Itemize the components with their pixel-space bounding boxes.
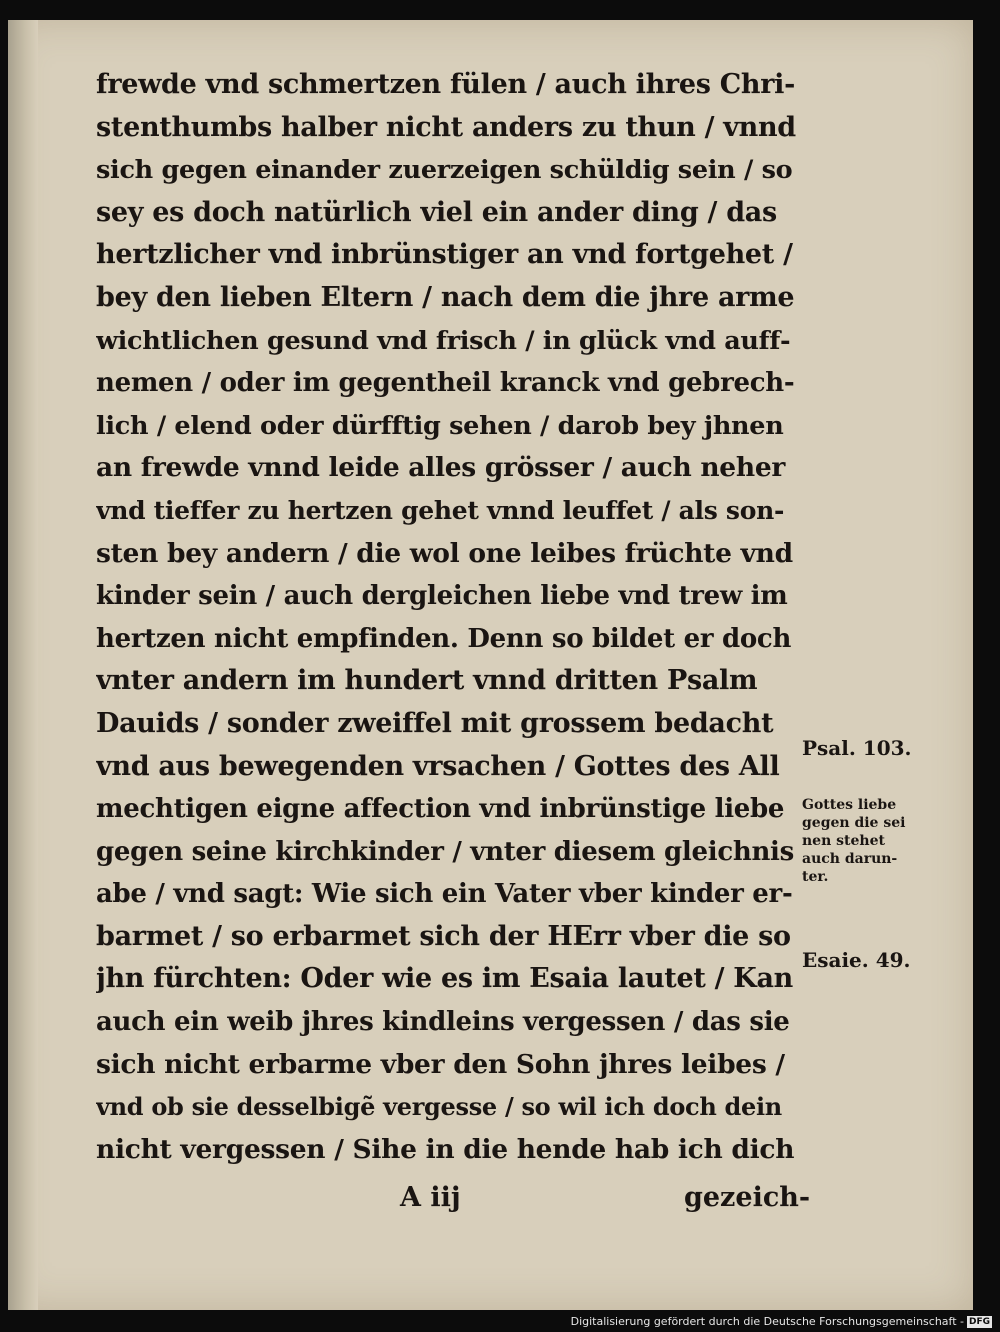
text-line: vnd tieffer zu hertzen gehet vnnd leuffet / als son‑ xyxy=(96,495,785,525)
text-line: stenthumbs halber nicht anders zu thun / vnnd xyxy=(96,111,796,143)
main-text-block xyxy=(96,64,796,1171)
text-line: barmet / so erbarmet sich der HErr vber die so xyxy=(96,920,791,952)
text-line: sich nicht erbarme vber den Sohn jhres leibes / xyxy=(96,1048,785,1080)
gloss-line: auch darun‑ xyxy=(802,851,898,867)
text-line: abe / vnd sagt: Wie sich ein Vater vber kinder er‑ xyxy=(96,879,793,910)
marginal-psalm-reference: Psal. 103. xyxy=(802,736,912,760)
text-line: vnd ob sie desselbigẽ vergesse / so wil ich doch dein xyxy=(96,1092,782,1122)
text-line: nicht vergessen / Sihe in die hende hab ich dich xyxy=(96,1133,795,1165)
text-line: nemen / oder im gegentheil kranck vnd gebrech‑ xyxy=(96,368,795,399)
text-line: Dauids / sonder zweiffel mit grossem bedacht xyxy=(96,707,774,739)
marginal-esaia-reference: Esaie. 49. xyxy=(802,948,911,972)
text-line: kinder sein / auch dergleichen liebe vnd trew im xyxy=(96,581,788,612)
gloss-line: gegen die sei xyxy=(802,815,906,831)
text-line: sten bey andern / die wol one leibes früchte vnd xyxy=(96,537,793,569)
text-line: jhn fürchten: Oder wie es im Esaia lautet / Kan xyxy=(96,963,793,995)
text-line: wichtlichen gesund vnd frisch / in glück vnd auff‑ xyxy=(96,325,791,356)
text-line: auch ein weib jhres kindleins vergessen / das sie xyxy=(96,1007,790,1038)
gloss-line: Gottes liebe xyxy=(802,797,897,813)
gloss-line: nen stehet xyxy=(802,833,885,849)
funding-footer xyxy=(571,1315,992,1328)
marginal-gloss xyxy=(802,796,905,886)
gloss-line: ter. xyxy=(802,869,829,885)
text-line: hertzlicher vnd inbrünstiger an vnd fortgehet / xyxy=(96,239,793,271)
text-line: bey den lieben Eltern / nach dem die jhre arme xyxy=(96,281,795,313)
text-line: mechtigen eigne affection vnd inbrünstige liebe xyxy=(96,794,785,825)
text-line: frewde vnd schmertzen fülen / auch ihres Chri‑ xyxy=(96,69,796,100)
dfg-logo-icon: DFG xyxy=(968,1316,990,1327)
text-line: an frewde vnnd leide alles grösser / auch neher xyxy=(96,452,786,484)
text-line: sich gegen einander zuerzeigen schüldig sein / so xyxy=(96,155,793,186)
text-line: gegen seine kirchkinder / vnter diesem gleichnis xyxy=(96,836,794,867)
text-line: lich / elend oder dürfftig sehen / darob bey jhnen xyxy=(96,410,784,441)
funding-credit-text: Digitalisierung gefördert durch die Deutsche Forschungsgemeinschaft - xyxy=(570,1315,964,1328)
text-line: hertzen nicht empfinden. Denn so bildet er doch xyxy=(96,623,792,654)
text-line: vnd aus bewegenden vrsachen / Gottes des All xyxy=(96,750,780,782)
text-line: sey es doch natürlich viel ein ander ding / das xyxy=(96,196,777,228)
text-line: vnter andern im hundert vnnd dritten Psalm xyxy=(96,665,758,697)
catchword: gezeich‑ xyxy=(684,1182,811,1213)
page-gutter xyxy=(8,20,38,1310)
signature-mark: A iij xyxy=(400,1182,461,1213)
